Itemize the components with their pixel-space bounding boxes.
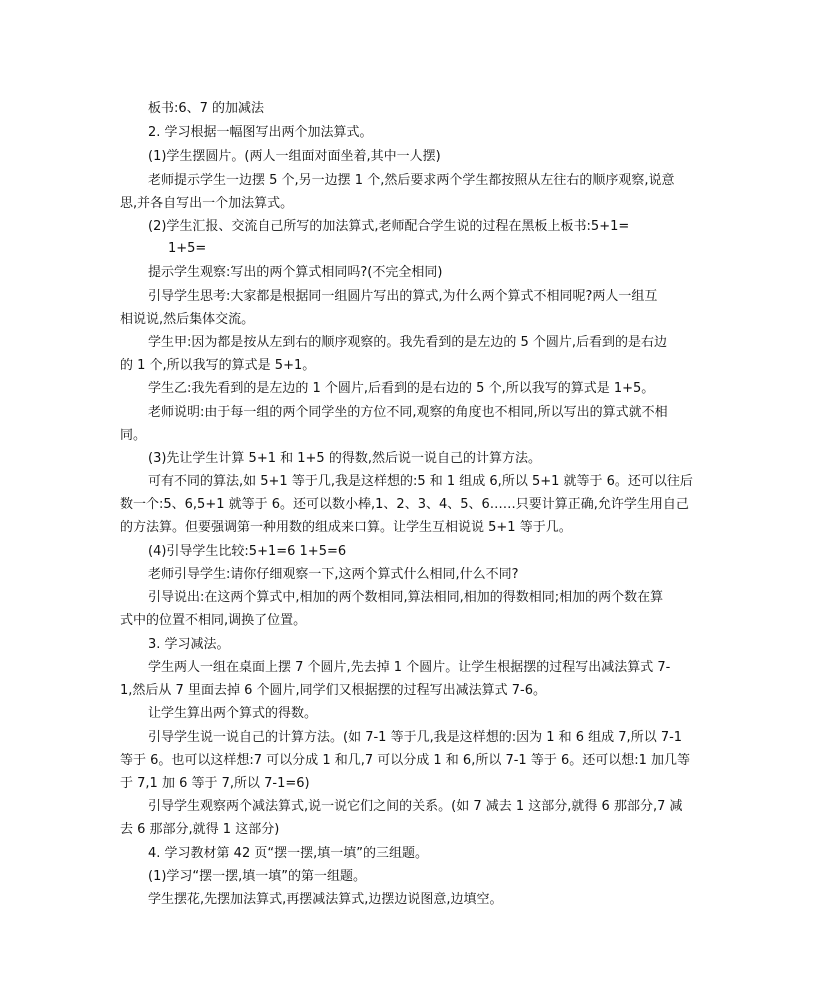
paragraph-line: 相说说,然后集体交流。: [120, 312, 255, 327]
paragraph-line: 提示学生观察:写出的两个算式相同吗?(不完全相同): [148, 265, 443, 280]
paragraph-line: (1)学习“摆一摆,填一填”的第一组题。: [148, 869, 367, 884]
paragraph-line: 思,并各自写出一个加法算式。: [120, 196, 294, 211]
formula-line: 1+5=: [168, 241, 207, 256]
paragraph-line: 等于 6。也可以这样想:7 可以分成 1 和几,7 可以分成 1 和 6,所以 7-1 等于 6。还可以想:1 加几等: [120, 753, 691, 768]
paragraph-line: 的方法算。但要强调第一种用数的组成来口算。让学生互相说说 5+1 等于几。: [120, 520, 572, 535]
paragraph-line: 引导学生思考:大家都是根据同一组圆片写出的算式,为什么两个算式不相同呢?两人一组互: [148, 289, 658, 304]
paragraph-line: 式中的位置不相同,调换了位置。: [120, 613, 307, 628]
paragraph-line: 引导学生说一说自己的计算方法。(如 7-1 等于几,我是这样想的:因为 1 和 6 组成 7,所以 7-1: [148, 730, 683, 745]
paragraph-line: 可有不同的算法,如 5+1 等于几,我是这样想的:5 和 1 组成 6,所以 5+1 就等于 6。还可以往后: [148, 474, 693, 489]
paragraph-line: 学生摆花,先摆加法算式,再摆减法算式,边摆边说图意,边填空。: [148, 892, 503, 907]
paragraph-line: 引导学生观察两个减法算式,说一说它们之间的关系。(如 7 减去 1 这部分,就得 6 那部分,7 减: [148, 799, 683, 814]
paragraph-line: 学生甲:因为都是按从左到右的顺序观察的。我先看到的是左边的 5 个圆片,后看到的是右边: [148, 335, 668, 350]
paragraph-line: 学生乙:我先看到的是左边的 1 个圆片,后看到的是右边的 5 个,所以我写的算式是 1+5。: [148, 381, 655, 396]
paragraph-line: (1)学生摆圆片。(两人一组面对面坐着,其中一人摆): [148, 149, 441, 164]
paragraph-line: 去 6 那部分,就得 1 这部分): [120, 822, 280, 837]
paragraph-line: 数一个:5、6,5+1 就等于 6。还可以数小棒,1、2、3、4、5、6……只要计算正确,允许学生用自己: [120, 497, 689, 512]
section-2-title: 2. 学习根据一幅图写出两个加法算式。: [148, 125, 373, 140]
paragraph-line: (3)先让学生计算 5+1 和 1+5 的得数,然后说一说自己的计算方法。: [148, 451, 541, 466]
section-4-title: 4. 学习教材第 42 页“摆一摆,填一填”的三组题。: [148, 846, 428, 861]
paragraph-line: 的 1 个,所以我写的算式是 5+1。: [120, 358, 316, 373]
paragraph-line: 1,然后从 7 里面去掉 6 个圆片,同学们又根据摆的过程写出减法算式 7-6。: [120, 683, 546, 698]
paragraph-line: 老师提示学生一边摆 5 个,另一边摆 1 个,然后要求两个学生都按照从左往右的顺序观察,说意: [148, 173, 675, 188]
paragraph-line: 引导说出:在这两个算式中,相加的两个数相同,算法相同,相加的得数相同;相加的两个数在算: [148, 590, 664, 605]
paragraph-line: 老师说明:由于每一组的两个同学坐的方位不同,观察的角度也不相同,所以写出的算式就不相: [148, 405, 668, 420]
paragraph-line: 学生两人一组在桌面上摆 7 个圆片,先去掉 1 个圆片。让学生根据摆的过程写出减法算式 7-: [148, 660, 671, 675]
paragraph-line: (4)引导学生比较:5+1=6 1+5=6: [148, 544, 347, 559]
heading-board: 板书:6、7 的加减法: [148, 101, 265, 116]
paragraph-line: (2)学生汇报、交流自己所写的加法算式,老师配合学生说的过程在黑板上板书:5+1=: [148, 219, 630, 234]
paragraph-line: 同。: [120, 428, 147, 443]
paragraph-line: 老师引导学生:请你仔细观察一下,这两个算式什么相同,什么不同?: [148, 567, 519, 582]
paragraph-line: 于 7,1 加 6 等于 7,所以 7-1=6): [120, 776, 310, 791]
section-3-title: 3. 学习减法。: [148, 637, 230, 652]
paragraph-line: 让学生算出两个算式的得数。: [148, 706, 318, 721]
